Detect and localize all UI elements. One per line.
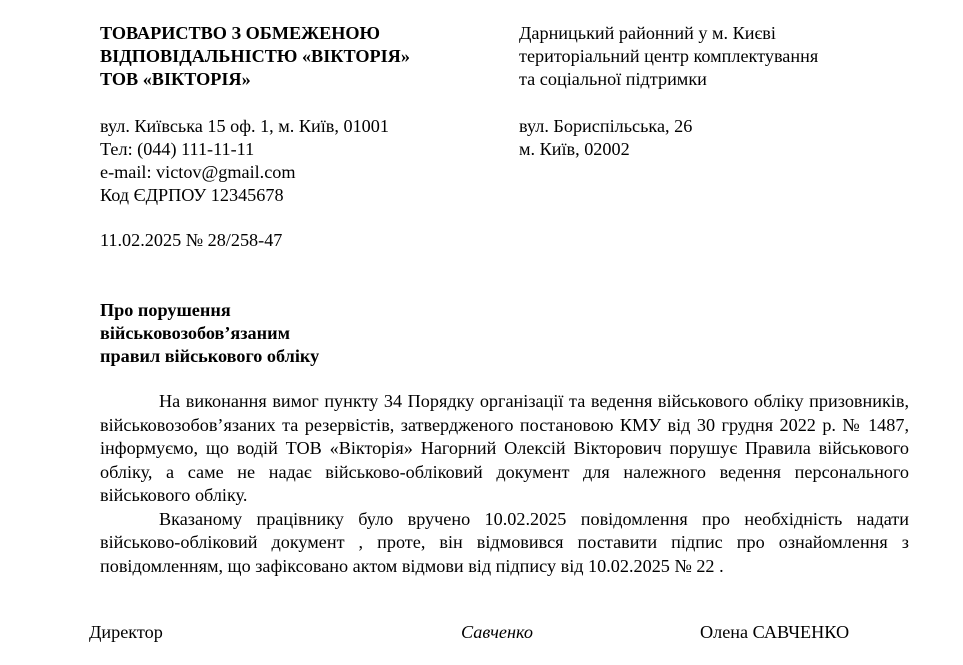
recipient-address-line: м. Київ, 02002 [519, 139, 630, 159]
document-date-number [100, 229, 282, 252]
signatory-name: Олена САВЧЕНКО [700, 622, 850, 642]
sender-name-line: ТОВ «ВІКТОРІЯ» [100, 69, 251, 89]
sender-edrpou: Код ЄДРПОУ 12345678 [100, 185, 284, 205]
document-subject [100, 299, 319, 368]
body-paragraph: Вказаному працівнику було вручено 10.02.2025 повідомлення про необхідність надати військово-обліковий документ , проте, він відмовився поставити підпис про ознайомлення з повідомленням, що зафіксовано актом відмови від підпису від 10.02.2025 № 22 . [100, 508, 909, 576]
recipient-address-line: вул. Бориспільська, 26 [519, 116, 693, 136]
sender-contacts [100, 115, 389, 207]
signature-title: Директор [89, 622, 163, 642]
sender-email: e-mail: victov@gmail.com [100, 162, 296, 182]
sender-name [100, 22, 410, 91]
subject-line: Про порушення [100, 300, 231, 320]
sender-address: вул. Київська 15 оф. 1, м. Київ, 01001 [100, 116, 389, 136]
sender-name-line: ВІДПОВІДАЛЬНІСТЮ «ВІКТОРІЯ» [100, 46, 410, 66]
recipient-name-line: територіальний центр комплектування [519, 46, 819, 66]
subject-line: військовозобов’язаним [100, 323, 290, 343]
sender-phone: Тел: (044) 111-11-11 [100, 139, 255, 159]
recipient-name-line: Дарницький районний у м. Києві [519, 23, 776, 43]
recipient-name-line: та соціальної підтримки [519, 69, 707, 89]
letter-body [100, 390, 909, 578]
recipient-name [519, 22, 818, 91]
subject-line: правил військового обліку [100, 346, 320, 366]
document-date-number-text: 11.02.2025 № 28/258-47 [100, 230, 283, 250]
handwritten-signature: Савченко [461, 622, 533, 642]
sender-name-line: ТОВАРИСТВО З ОБМЕЖЕНОЮ [100, 23, 381, 43]
body-paragraph: На виконання вимог пункту 34 Порядку організації та ведення військового обліку призовників, військовозобов’язаних та резервістів, затвердженого постановою КМУ від 30 грудня 2022 р. № 1487, інформуємо, що водій ТОВ «Вікторія» Нагорний Олексій Вікторович порушує Правила військового обліку, а саме не надає військово-обліковий документ для належного ведення персонального військового обліку. [100, 391, 909, 505]
recipient-address [519, 115, 692, 161]
